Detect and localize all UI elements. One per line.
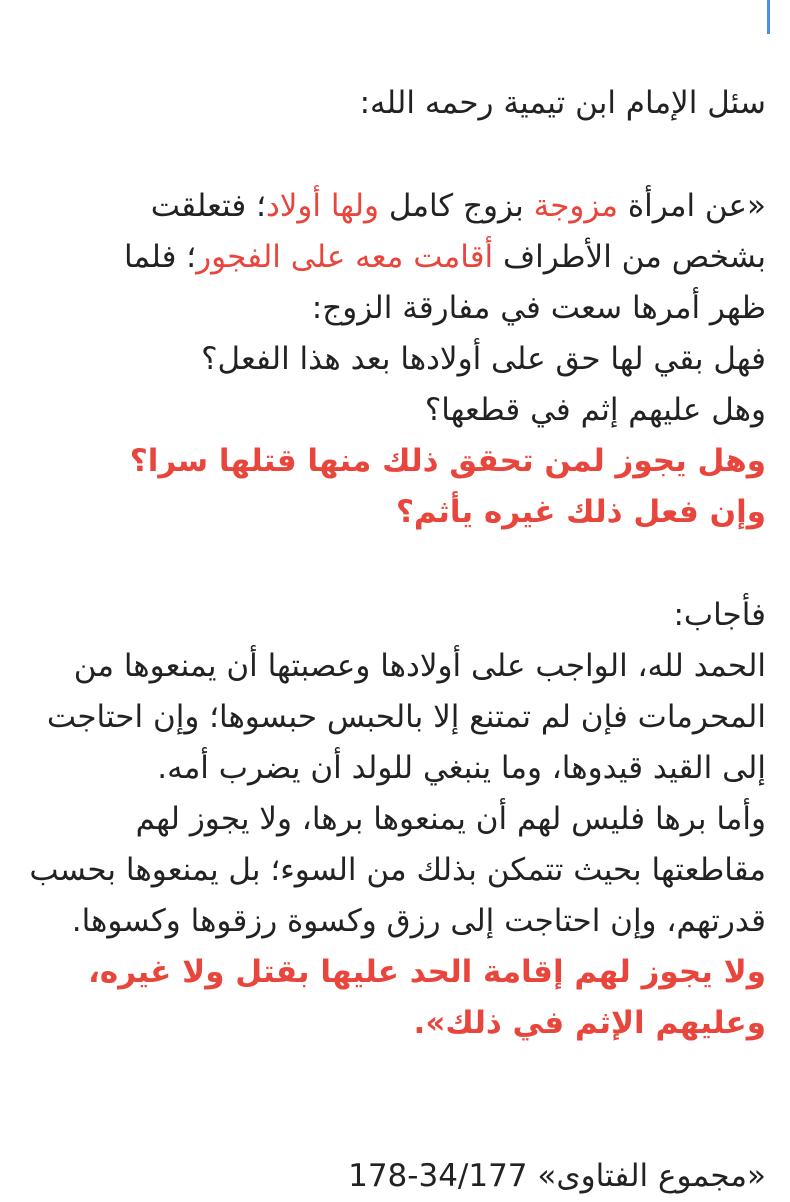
question-line-1 <box>22 181 766 232</box>
source-citation: «مجموع الفتاوى» 34/177-178 <box>348 1158 766 1194</box>
question-line-5: وهل عليهم إثم في قطعها؟ <box>424 392 766 428</box>
highlight-sin: أقامت معه على الفجور <box>196 239 494 275</box>
text-segment: ؛ فتعلقت <box>150 188 266 224</box>
highlight-married: مزوجة <box>533 188 619 224</box>
text-cursor <box>767 0 770 34</box>
text-segment: بزوج كامل <box>379 188 534 224</box>
text-segment: ؛ فلما <box>123 239 197 275</box>
question-line-6: وهل يجوز لمن تحقق ذلك منها قتلها سرا؟ <box>129 443 766 479</box>
question-intro: سئل الإمام ابن تيمية رحمه الله: <box>359 85 766 121</box>
highlight-children: ولها أولاد <box>265 188 380 224</box>
answer-heading: فأجاب: <box>673 597 766 633</box>
answer-paragraph-3: ولا يجوز لهم إقامة الحد عليها بقتل ولا غيره، وعليهم الإثم في ذلك». <box>88 954 766 1041</box>
spacer <box>22 538 766 590</box>
question-line-4: فهل بقي لها حق على أولادها بعد هذا الفعل؟ <box>201 341 766 377</box>
question-line-7: وإن فعل ذلك غيره يأثم؟ <box>395 494 766 530</box>
text-segment: «عن امرأة <box>618 188 766 224</box>
question-line-3: ظهر أمرها سعت في مفارقة الزوج: <box>311 290 766 326</box>
answer-paragraph-2: وأما برها فليس لهم أن يمنعوها برها، ولا يجوز لهم مقاطعتها بحيث تتمكن بذلك من السوء؛ بل يمنعوها بحسب قدرتهم، وإن احتاجت إلى رزق وكسوة رزقوها وكسوها. <box>29 801 766 939</box>
spacer <box>22 129 766 181</box>
answer-paragraph-1: الحمد لله، الواجب على أولادها وعصبتها أن يمنعوها من المحرمات فإن لم تمتنع إلا بالحبس حبسوها؛ وإن احتاجت إلى القيد قيدوها، وما ينبغي للولد أن يضرب أمه. <box>46 648 766 786</box>
text-segment: بشخص من الأطراف <box>493 239 766 275</box>
question-line-2 <box>22 232 766 283</box>
document-body <box>22 78 766 1049</box>
